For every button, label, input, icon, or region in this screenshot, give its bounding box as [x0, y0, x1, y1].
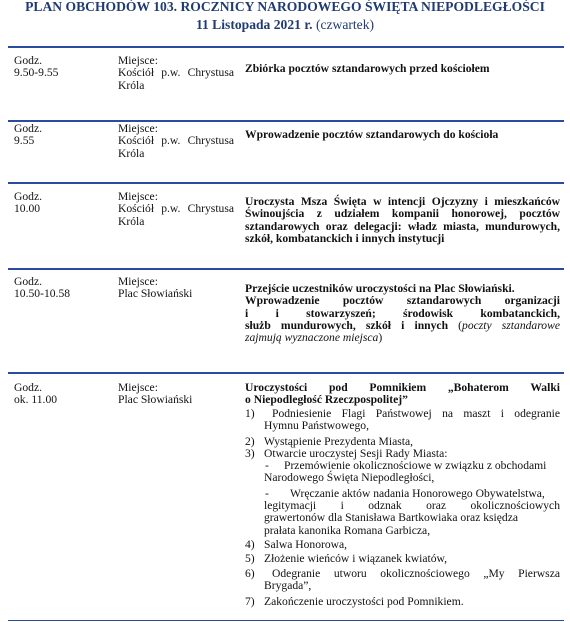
- program-item: [245, 568, 560, 593]
- ceremony-program-list: [245, 408, 560, 608]
- program-item-line: Przemówienie okolicznościowe w związku z obchodami: [284, 459, 547, 473]
- description-note: poczty sztandarowe: [462, 318, 560, 332]
- place-label: Miejsce:: [118, 381, 158, 394]
- place-cell: [118, 55, 234, 92]
- program-item: [245, 596, 560, 608]
- program-item-line: prałata kanonika Romana Garbicza,: [264, 523, 431, 537]
- program-item-line: legitymacji i odznak oraz okolicznościowych: [264, 499, 560, 513]
- time-label: Godz.: [14, 122, 43, 135]
- row-separator: [8, 46, 564, 48]
- place-cell: [118, 276, 234, 301]
- time-cell: [14, 55, 106, 80]
- program-item-line: Narodowego Święta Niepodległości,: [264, 471, 435, 485]
- place-label: Miejsce:: [118, 54, 158, 67]
- description-note: zajmują wyznaczone miejsca: [245, 331, 379, 345]
- time-cell: [14, 191, 106, 216]
- place-line: Króla: [118, 146, 145, 160]
- description-line: Wprowadzenie pocztów sztandarowych organizacji: [245, 294, 560, 308]
- event-description: [245, 196, 560, 245]
- event-description: [245, 382, 560, 407]
- row-separator: [8, 620, 564, 621]
- event-date: 11 Listopada 2021 r.: [195, 17, 313, 32]
- program-item-line: Odegranie utworu okolicznościowego „My Pierwsza: [272, 566, 560, 580]
- row-separator: [8, 120, 564, 122]
- document-date-line: [0, 17, 570, 33]
- description-note-close: ): [378, 331, 383, 345]
- place-line: Kościół p.w. Chrystusa: [118, 66, 234, 80]
- place-line: Króla: [118, 214, 145, 228]
- time-cell: [14, 123, 106, 148]
- program-item-line: Wręczanie aktów nadania Honorowego Obywatelstwa,: [290, 486, 545, 500]
- place-cell: [118, 191, 234, 228]
- program-item-line: Otwarcie uroczystej Sesji Rady Miasta:: [264, 446, 448, 460]
- program-item-line: Salwa Honorowa,: [264, 537, 348, 551]
- row-separator: [8, 372, 564, 374]
- place-line: Plac Słowiański: [118, 287, 193, 301]
- program-item: [245, 539, 560, 551]
- program-item-line: Zakończenie uroczystości pod Pomnikiem.: [264, 595, 464, 609]
- program-item-line: Brygada”,: [264, 578, 312, 592]
- program-item-line: Hymnu Państwowego,: [264, 419, 369, 433]
- time-label: Godz.: [14, 54, 43, 67]
- time-label: Godz.: [14, 190, 43, 203]
- program-subitem-dash: -: [265, 459, 269, 473]
- time-cell: [14, 276, 106, 301]
- place-cell: [118, 382, 234, 407]
- program-item-number: 6): [245, 566, 255, 580]
- event-weekday: (czwartek): [315, 17, 375, 32]
- program-subitem: [245, 488, 560, 537]
- description-line: Uroczystości pod Pomnikiem „Bohaterom Walki: [245, 381, 560, 394]
- program-item-line: grawertonów dla Stanisława Bartkowiaka oraz księdza: [264, 511, 519, 525]
- description-note-open: (: [458, 318, 463, 332]
- program-item: [245, 408, 560, 433]
- place-label: Miejsce:: [118, 190, 158, 203]
- time-value: 9.50-9.55: [14, 66, 59, 80]
- description-line: Przejście uczestników uroczystości na Plac Słowiański.: [245, 282, 515, 295]
- event-description: [245, 283, 560, 344]
- place-line: Króla: [118, 78, 145, 92]
- time-value: 9.55: [14, 134, 35, 148]
- description-line: Uroczysta Msza Święta w intencji Ojczyzny i mieszkańców: [245, 195, 560, 208]
- program-subitem-dash: -: [265, 486, 269, 500]
- place-label: Miejsce:: [118, 122, 158, 135]
- description-line: szkół, kombatanckich i innych instytucji: [245, 231, 445, 245]
- program-item-number: 5): [245, 552, 255, 566]
- program-item-line: Podniesienie Flagi Państwowej na maszt i odegranie: [272, 407, 560, 420]
- time-value: 10.50-10.58: [14, 287, 71, 301]
- program-item-line: Wystąpienie Prezydenta Miasta,: [264, 434, 414, 448]
- time-label: Godz.: [14, 381, 43, 394]
- event-description: Zbiórka pocztów sztandarowych przed kościołem: [245, 62, 490, 75]
- document-title: PLAN OBCHODÓW 103. ROCZNICY NARODOWEGO ŚWIĘTA NIEPODLEGŁOŚCI: [25, 0, 545, 14]
- place-line: Kościół p.w. Chrystusa: [118, 202, 234, 216]
- program-item-number: 1): [245, 407, 255, 420]
- time-label: Godz.: [14, 275, 43, 288]
- program-item-number: 7): [245, 595, 255, 609]
- row-separator: [8, 182, 564, 184]
- program-item-number: 4): [245, 537, 255, 551]
- time-cell: [14, 382, 106, 407]
- description-line: i i stowarzyszeń; środowisk kombatanckich,: [245, 306, 560, 320]
- program-subitem: [245, 460, 560, 485]
- time-value: ok. 11.00: [14, 393, 58, 407]
- row-separator: [8, 268, 564, 270]
- place-line: Plac Słowiański: [118, 393, 193, 407]
- place-line: Kościół p.w. Chrystusa: [118, 134, 234, 148]
- description-text: służb mundurowych, szkół i innych: [245, 318, 449, 332]
- description-line: Świnoujścia z udziałem kompanii honorowej, pocztów: [245, 207, 560, 221]
- program-item-number: 2): [245, 434, 255, 448]
- event-description: Wprowadzenie pocztów sztandarowych do kościoła: [245, 128, 499, 141]
- place-label: Miejsce:: [118, 275, 158, 288]
- place-cell: [118, 123, 234, 160]
- description-line: [245, 332, 560, 344]
- program-item: [245, 553, 560, 565]
- program-item-number: 3): [245, 446, 255, 460]
- description-line: o Niepodległość Rzeczpospolitej”: [245, 393, 408, 407]
- description-line: sztandarowych oraz delegacji: władz miasta, mundurowych,: [245, 219, 560, 233]
- program-item-line: Złożenie wieńców i wiązanek kwiatów,: [264, 552, 448, 566]
- time-value: 10.00: [14, 202, 41, 216]
